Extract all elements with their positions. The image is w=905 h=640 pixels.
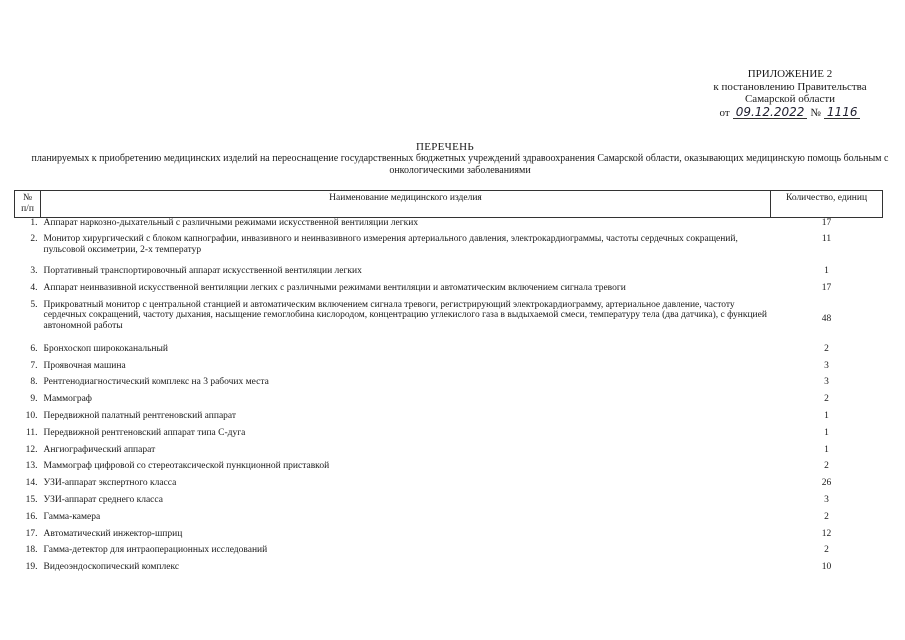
row-name: Рентгенодиагностический комплекс на 3 рабочих места (43, 377, 269, 388)
row-name: Монитор хирургический с блоком капнографии, инвазивного и неинвазивного измерения артериального давления, электрокардиограммы, частоты сердечных сокращений, пульсовой оксиметрии, 2-х температур (43, 234, 738, 255)
row-quantity: 2 (824, 394, 829, 405)
row-quantity: 2 (824, 511, 829, 522)
row-quantity: 1 (824, 427, 829, 438)
table-row (15, 300, 883, 344)
from-label: от (719, 106, 730, 119)
appendix-line-2: Самарской области (744, 93, 836, 105)
table-header-row (15, 191, 883, 218)
row-name: Маммограф цифровой со стереотаксической пункционной приставкой (43, 461, 330, 472)
row-name: Передвижной палатный рентгеновский аппарат (43, 411, 237, 422)
order-number: 1116 (824, 106, 861, 120)
row-quantity: 10 (821, 562, 832, 573)
row-quantity: 2 (824, 343, 829, 354)
row-name: Аппарат неинвазивной искусственной вентиляции легких с различными режимами вентиляции и автоматическим включением сигнала тревоги (43, 283, 626, 294)
table-row (15, 428, 883, 445)
table-row (15, 344, 883, 361)
row-quantity: 3 (824, 377, 829, 388)
row-name: Гамма-камера (43, 511, 101, 522)
row-name: Проявочная машина (43, 360, 126, 371)
appendix-line-1: к постановлению Правительства (713, 80, 867, 93)
row-number: 17. (25, 528, 38, 539)
row-quantity: 12 (821, 528, 832, 539)
table-row (15, 377, 883, 394)
row-number: 4. (30, 283, 38, 294)
row-number: 5. (30, 299, 38, 310)
table-row (15, 394, 883, 411)
number-label: № (810, 106, 821, 119)
row-name: Прикроватный монитор с центральной станцией и автоматическим включением сигнала тревоги, регистрирующий электрокардиограмму, артериальное давление, частоту сердечных сокращений, частоту дыхания, насыщение гемоглобина кислородом, концентрацию углекислого газа в выдыхаемой смеси, температуру тела (два датчика), с функцией автономной работы (43, 299, 767, 331)
row-quantity: 3 (824, 495, 829, 506)
row-number: 16. (25, 511, 38, 522)
row-name: Маммограф (43, 394, 92, 405)
table-row (15, 445, 883, 462)
order-date: 09.12.2022 (733, 106, 808, 120)
table-row (15, 495, 883, 512)
row-quantity: 2 (824, 545, 829, 556)
row-number: 1. (30, 218, 38, 228)
row-name: Гамма-детектор для интраоперационных исследований (43, 545, 268, 556)
table-row (15, 234, 883, 266)
table-row (15, 545, 883, 562)
row-name: Передвижной рентгеновский аппарат типа С-дуга (43, 427, 246, 438)
equipment-table (14, 190, 883, 579)
row-name: Портативный транспортировочный аппарат искусственной вентиляции легких (43, 266, 362, 277)
row-name: Аппарат наркозно-дыхательный с различными режимами искусственной вентиляции легких (43, 218, 419, 228)
row-number: 9. (30, 394, 38, 405)
row-quantity: 26 (821, 478, 832, 489)
table-row (15, 562, 883, 579)
table-row (15, 411, 883, 428)
appendix-title: ПРИЛОЖЕНИЕ 2 (747, 68, 833, 80)
row-quantity: 17 (821, 218, 832, 228)
table-row (15, 283, 883, 300)
row-quantity: 1 (824, 411, 829, 422)
row-quantity: 17 (821, 283, 832, 294)
row-number: 13. (25, 461, 38, 472)
appendix-header (700, 68, 880, 119)
row-number: 19. (25, 562, 38, 573)
table-row (15, 361, 883, 378)
row-quantity: 2 (824, 461, 829, 472)
row-number: 18. (25, 545, 38, 556)
table-row (15, 529, 883, 546)
row-number: 12. (25, 444, 38, 455)
row-number: 10. (25, 411, 38, 422)
row-name: Бронхоскоп ширококанальный (43, 343, 168, 354)
row-number: 14. (25, 478, 38, 489)
row-name: УЗИ-аппарат экспертного класса (43, 478, 177, 489)
header-qty: Количество, единиц (771, 191, 883, 218)
table-row (15, 266, 883, 283)
row-number: 7. (30, 360, 38, 371)
row-quantity: 11 (821, 234, 832, 245)
header-num: № п/п (15, 191, 41, 218)
row-number: 8. (30, 377, 38, 388)
table-row (15, 218, 883, 235)
document-subtitle: планируемых к приобретению медицинских изделий на переоснащение государственных бюджетных учреждений здравоохранения Самарской области, оказывающих медицинскую помощь больным с онкологическими заболеваниями (31, 153, 889, 176)
table-row (15, 478, 883, 495)
row-quantity: 3 (824, 360, 829, 371)
table-body (15, 218, 883, 580)
table-row (15, 461, 883, 478)
row-quantity: 1 (824, 444, 829, 455)
order-reference (700, 106, 880, 120)
row-number: 2. (30, 234, 38, 245)
row-name: Видеоэндоскопический комплекс (43, 562, 180, 573)
row-number: 11. (25, 427, 38, 438)
document-title: ПЕРЕЧЕНЬ (415, 141, 475, 153)
row-name: Ангиографический аппарат (43, 444, 156, 455)
row-number: 15. (25, 495, 38, 506)
header-name: Наименование медицинского изделия (41, 191, 771, 218)
row-number: 3. (30, 266, 38, 277)
row-number: 6. (30, 343, 38, 354)
row-quantity: 1 (824, 266, 829, 277)
row-quantity: 48 (821, 313, 832, 324)
table-row (15, 512, 883, 529)
row-name: УЗИ-аппарат среднего класса (43, 495, 163, 506)
row-name: Автоматический инжектор-шприц (43, 528, 183, 539)
